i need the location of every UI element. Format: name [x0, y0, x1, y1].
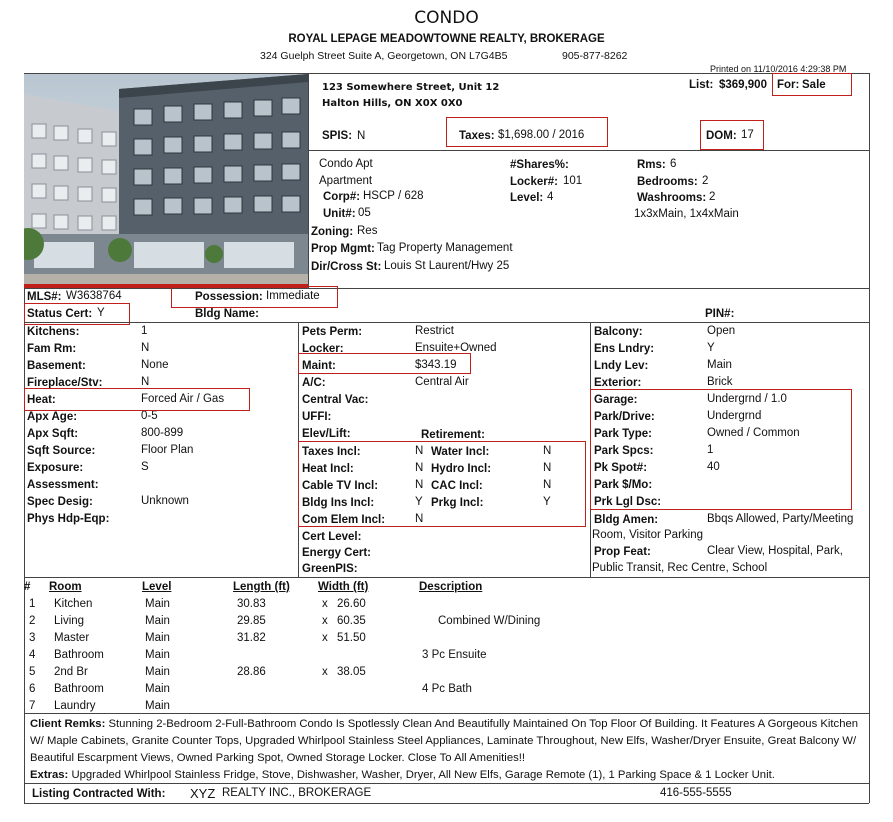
- field-value: Owned / Common: [707, 427, 800, 439]
- room-description: Combined W/Dining: [438, 615, 541, 627]
- incl-value: N: [415, 479, 424, 491]
- room-width: 26.60: [337, 598, 366, 610]
- listing-address-line2: Halton Hills, ON X0X 0X0: [322, 98, 463, 109]
- field-label: Lndy Lev:: [594, 360, 649, 372]
- field-label: Exterior:: [594, 377, 642, 389]
- room-level: Main: [145, 598, 170, 610]
- room-name: Laundry: [54, 700, 96, 712]
- rooms-header-desc: Description: [419, 581, 483, 593]
- shares-label: #Shares%:: [510, 159, 569, 171]
- room-level: Main: [145, 683, 170, 695]
- room-length: 31.82: [237, 632, 266, 644]
- extras-text: Upgraded Whirlpool Stainless Fridge, Stove, Dishwasher, Washer, Dryer, All New Elfs, Garage Remote (1), 1 Parking Space & 1 Locker Unit.: [71, 769, 775, 781]
- room-length: 28.86: [237, 666, 266, 678]
- field-label: Assessment:: [27, 479, 99, 491]
- incl-label-2: Hydro Incl:: [431, 463, 492, 475]
- unit-label: Unit#:: [323, 208, 356, 220]
- room-num: 6: [29, 683, 36, 695]
- retirement-label: Retirement:: [421, 429, 485, 441]
- field-value: Y: [707, 342, 715, 354]
- incl-value-2: Y: [543, 496, 551, 508]
- field-label: Fam Rm:: [27, 343, 77, 355]
- dom-value: 17: [741, 129, 754, 141]
- bedrooms-value: 2: [702, 175, 709, 187]
- field-value: Ensuite+Owned: [415, 342, 497, 354]
- property-photo: [24, 74, 308, 288]
- level-value: 4: [547, 191, 554, 203]
- field-label: Park $/Mo:: [594, 479, 653, 491]
- field-label: Exposure:: [27, 462, 84, 474]
- status-cert-value: Y: [97, 307, 105, 319]
- heat-highlight: [24, 388, 250, 411]
- field-label: Kitchens:: [27, 326, 80, 338]
- incl-value: Y: [415, 496, 423, 508]
- room-length: 29.85: [237, 615, 266, 627]
- prop-mgmt-value: Tag Property Management: [377, 242, 513, 254]
- brokerage-name: ROYAL LEPAGE MEADOWTOWNE REALTY, BROKERAGE: [288, 33, 605, 45]
- taxes-value: $1,698.00 / 2016: [498, 129, 585, 141]
- room-x: x: [322, 666, 328, 678]
- listing-address-line1: 123 Somewhere Street, Unit 12: [322, 82, 500, 93]
- field-label: Park/Drive:: [594, 411, 655, 423]
- room-description: 3 Pc Ensuite: [422, 649, 487, 661]
- rooms-header-room: Room: [49, 581, 82, 593]
- incl-label: Heat Incl:: [302, 463, 354, 475]
- room-x: x: [322, 598, 328, 610]
- field-value: None: [141, 359, 169, 371]
- for-value: Sale: [802, 79, 826, 91]
- contracted-xyz: XYZ: [190, 786, 216, 801]
- spis-value: N: [357, 130, 366, 142]
- field-label: Locker:: [302, 343, 344, 355]
- field-label: Heat:: [27, 394, 56, 406]
- incl-label-2: Water Incl:: [431, 446, 490, 458]
- extras-label: Extras:: [30, 769, 69, 781]
- field-label: A/C:: [302, 377, 326, 389]
- field-label: Basement:: [27, 360, 86, 372]
- field-label: Spec Desig:: [27, 496, 93, 508]
- field-value: 0-5: [141, 410, 158, 422]
- incl-value-2: N: [543, 462, 552, 474]
- parking-highlight: [590, 389, 852, 510]
- room-level: Main: [145, 632, 170, 644]
- prop-feat-line2: Public Transit, Rec Centre, School: [592, 562, 768, 574]
- field-value: 1: [141, 325, 148, 337]
- rooms-header-length: Length (ft): [233, 581, 290, 593]
- prop-mgmt-label: Prop Mgmt:: [311, 243, 375, 255]
- corp-label: Corp#:: [323, 191, 361, 203]
- dir-cross-value: Louis St Laurent/Hwy 25: [384, 260, 510, 272]
- bldg-name-label: Bldg Name:: [195, 308, 259, 320]
- field-label: Maint:: [302, 360, 336, 372]
- taxes-label: Taxes:: [459, 130, 495, 142]
- mls-label: MLS#:: [27, 291, 62, 303]
- unit-value: 05: [358, 207, 371, 219]
- field-value: 800-899: [141, 427, 184, 439]
- printed-timestamp: Printed on 11/10/2016 4:29:38 PM: [710, 64, 847, 74]
- field-label: Energy Cert:: [302, 547, 372, 559]
- room-level: Main: [145, 666, 170, 678]
- field-value: Restrict: [415, 325, 454, 337]
- client-remarks-text: Stunning 2-Bedroom 2-Full-Bathroom Condo Is Spotlessly Clean And Beautifully Maintained On Top Floor Of Building. It Features A Gorgeous Kitchen W/ Maple Cabinets, Granite Counter Tops, Upgraded Whirlpool Stainless Steel Appliances, Laminate Throughout, New Elfs, Washer/Dryer Ensuite, Great Balcony W/ Beautiful Escarpment Views, Owned Parking Spot, Owned Storage Locker. Close To All Amenities!!: [30, 718, 859, 764]
- field-value: Brick: [707, 376, 733, 388]
- field-value: Undergrnd: [707, 410, 762, 422]
- dom-label: DOM:: [706, 130, 737, 142]
- rooms-header-width: Width (ft): [318, 581, 369, 593]
- client-remarks-label: Client Remks:: [30, 718, 106, 730]
- incl-label-2: Prkg Incl:: [431, 497, 484, 509]
- page-title: CONDO: [414, 8, 479, 28]
- room-length: 30.83: [237, 598, 266, 610]
- rooms-count-label: Rms:: [637, 159, 666, 171]
- incl-label: Taxes Incl:: [302, 446, 361, 458]
- contracted-label: Listing Contracted With:: [32, 788, 166, 800]
- field-value: 40: [707, 461, 720, 473]
- incl-value: N: [415, 445, 424, 457]
- rooms-count-value: 6: [670, 158, 677, 170]
- room-level: Main: [145, 700, 170, 712]
- room-width: 51.50: [337, 632, 366, 644]
- room-x: x: [322, 632, 328, 644]
- field-label: Garage:: [594, 394, 638, 406]
- list-price-label: List:: [689, 79, 714, 91]
- bldg-amen-label: Bldg Amen:: [594, 514, 659, 526]
- field-label: Balcony:: [594, 326, 643, 338]
- room-num: 7: [29, 700, 36, 712]
- for-label: For:: [777, 79, 800, 91]
- property-type: Condo Apt: [319, 158, 373, 170]
- washrooms-detail: 1x3xMain, 1x4xMain: [634, 208, 739, 220]
- status-cert-label: Status Cert:: [27, 308, 93, 320]
- spis-label: SPIS:: [322, 130, 353, 142]
- room-name: Bathroom: [54, 683, 104, 695]
- field-label: Park Spcs:: [594, 445, 654, 457]
- room-num: 5: [29, 666, 36, 678]
- locker-number-value: 101: [563, 175, 583, 187]
- incl-label: Com Elem Incl:: [302, 514, 386, 526]
- field-label: Elev/Lift:: [302, 428, 351, 440]
- room-name: 2nd Br: [54, 666, 88, 678]
- level-label: Level:: [510, 192, 544, 204]
- incl-value: N: [415, 513, 424, 525]
- field-label: Ens Lndry:: [594, 343, 655, 355]
- field-value: Unknown: [141, 495, 189, 507]
- field-label: Pk Spot#:: [594, 462, 648, 474]
- field-label: UFFI:: [302, 411, 332, 423]
- room-x: x: [322, 615, 328, 627]
- field-label: Cert Level:: [302, 531, 362, 543]
- field-label: Sqft Source:: [27, 445, 96, 457]
- field-value: Central Air: [415, 376, 469, 388]
- field-label: Park Type:: [594, 428, 652, 440]
- field-value: Undergrnd / 1.0: [707, 393, 787, 405]
- possession-label: Possession:: [195, 291, 263, 303]
- field-label: Apx Age:: [27, 411, 78, 423]
- field-label: Prk Lgl Dsc:: [594, 496, 662, 508]
- washrooms-value: 2: [709, 191, 716, 203]
- prop-feat-label: Prop Feat:: [594, 546, 651, 558]
- dir-cross-label: Dir/Cross St:: [311, 261, 382, 273]
- field-label: Apx Sqft:: [27, 428, 79, 440]
- rooms-header-num: #: [24, 581, 31, 593]
- rooms-header-level: Level: [142, 581, 172, 593]
- room-width: 38.05: [337, 666, 366, 678]
- room-name: Bathroom: [54, 649, 104, 661]
- room-num: 1: [29, 598, 36, 610]
- field-value: N: [141, 342, 150, 354]
- contracted-phone: 416-555-5555: [660, 787, 732, 799]
- zoning-label: Zoning:: [311, 226, 354, 238]
- maint-highlight: [298, 353, 471, 374]
- client-remarks: [30, 716, 860, 784]
- prop-feat-line1: Clear View, Hospital, Park,: [707, 545, 843, 557]
- room-num: 2: [29, 615, 36, 627]
- contracted-brokerage: REALTY INC., BROKERAGE: [222, 787, 372, 799]
- room-width: 60.35: [337, 615, 366, 627]
- field-value: N: [141, 376, 150, 388]
- property-style: Apartment: [319, 175, 373, 187]
- room-name: Kitchen: [54, 598, 93, 610]
- incl-label: Bldg Ins Incl:: [302, 497, 375, 509]
- locker-number-label: Locker#:: [510, 176, 558, 188]
- incl-label: Cable TV Incl:: [302, 480, 379, 492]
- bedrooms-label: Bedrooms:: [637, 176, 698, 188]
- field-label: GreenPIS:: [302, 563, 358, 575]
- field-value: S: [141, 461, 149, 473]
- field-value: Floor Plan: [141, 444, 194, 456]
- room-name: Master: [54, 632, 90, 644]
- field-label: Fireplace/Stv:: [27, 377, 103, 389]
- corp-value: HSCP / 628: [363, 190, 424, 202]
- field-value: 1: [707, 444, 714, 456]
- pin-label: PIN#:: [705, 308, 735, 320]
- room-level: Main: [145, 615, 170, 627]
- field-value: Forced Air / Gas: [141, 393, 225, 405]
- list-price: $369,900: [719, 79, 767, 91]
- bldg-amen-line2: Room, Visitor Parking: [592, 529, 703, 541]
- incl-value: N: [415, 462, 424, 474]
- field-value: Open: [707, 325, 736, 337]
- brokerage-address: 324 Guelph Street Suite A, Georgetown, ON L7G4B5: [260, 50, 508, 62]
- bldg-amen-line1: Bbqs Allowed, Party/Meeting: [707, 513, 854, 525]
- field-label: Phys Hdp-Eqp:: [27, 513, 110, 525]
- room-level: Main: [145, 649, 170, 661]
- field-value: Main: [707, 359, 732, 371]
- field-label: Central Vac:: [302, 394, 369, 406]
- room-name: Living: [54, 615, 85, 627]
- room-description: 4 Pc Bath: [422, 683, 472, 695]
- washrooms-label: Washrooms:: [637, 192, 707, 204]
- brokerage-phone: 905-877-8262: [562, 50, 628, 62]
- incl-value-2: N: [543, 479, 552, 491]
- possession-value: Immediate: [266, 290, 320, 302]
- incl-label-2: CAC Incl:: [431, 480, 483, 492]
- room-num: 3: [29, 632, 36, 644]
- field-label: Pets Perm:: [302, 326, 363, 338]
- field-value: $343.19: [415, 359, 457, 371]
- zoning-value: Res: [357, 225, 378, 237]
- room-num: 4: [29, 649, 36, 661]
- mls-value: W3638764: [66, 290, 122, 302]
- incl-value-2: N: [543, 445, 552, 457]
